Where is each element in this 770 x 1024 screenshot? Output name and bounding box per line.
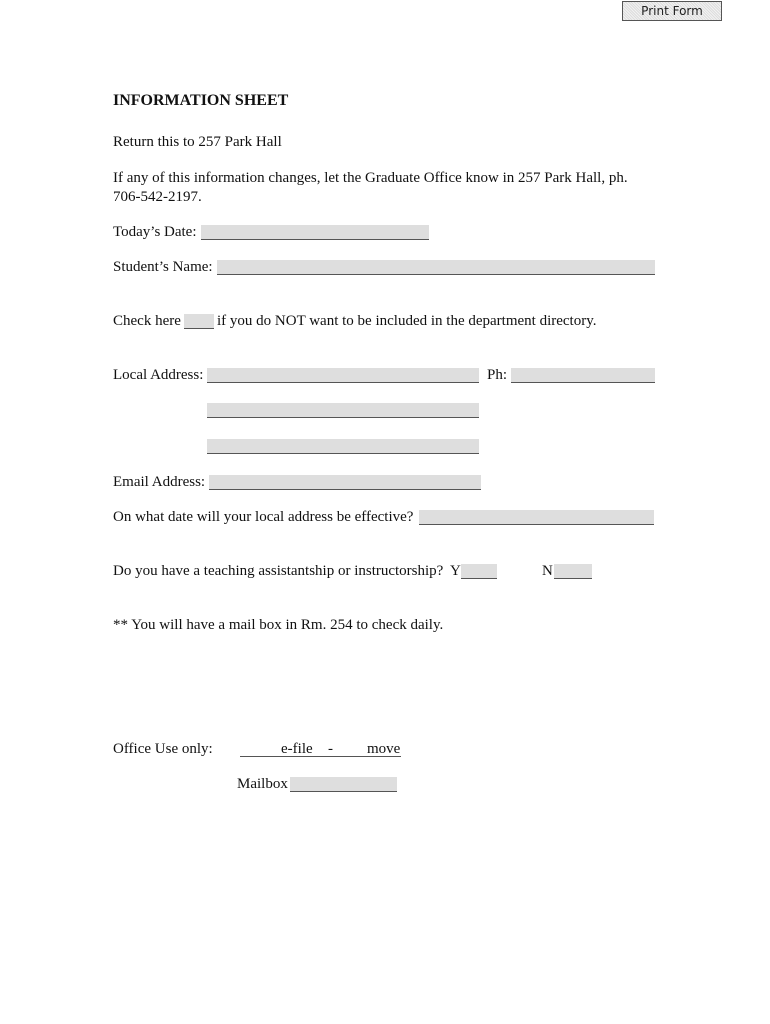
changes-instructions-line2: 706-542-2197. <box>113 189 202 205</box>
local-address-line3-field[interactable] <box>207 439 479 454</box>
phone-label: Ph: <box>487 367 508 383</box>
teaching-yes-label: Y <box>450 563 461 579</box>
page-title: INFORMATION SHEET <box>113 92 289 109</box>
student-name-label: Student’s Name: <box>113 259 213 275</box>
local-address-line2-field[interactable] <box>207 403 479 418</box>
email-field[interactable] <box>209 475 481 490</box>
todays-date-field[interactable] <box>201 225 429 240</box>
check-here-label: Check here <box>113 313 181 329</box>
effective-date-field[interactable] <box>419 510 654 525</box>
teaching-question: Do you have a teaching assistantship or instructorship? <box>113 563 444 579</box>
office-use-efile: e-file <box>281 741 313 757</box>
phone-field[interactable] <box>511 368 655 383</box>
effective-date-label: On what date will your local address be effective? <box>113 509 414 525</box>
mailbox-label: Mailbox <box>237 776 288 792</box>
local-address-label: Local Address: <box>113 367 204 383</box>
email-label: Email Address: <box>113 474 206 490</box>
changes-instructions-line1: If any of this information changes, let the Graduate Office know in 257 Park Hall, ph. <box>113 170 628 186</box>
mailbox-note: ** You will have a mail box in Rm. 254 to check daily. <box>113 617 444 633</box>
office-use-dash: - <box>328 741 333 757</box>
office-use-move: move <box>367 741 401 757</box>
office-use-label: Office Use only: <box>113 741 213 757</box>
mailbox-field[interactable] <box>290 777 397 792</box>
print-form-button[interactable]: Print Form <box>622 1 722 21</box>
directory-optout-field[interactable] <box>184 314 214 329</box>
teaching-no-label: N <box>542 563 553 579</box>
teaching-no-field[interactable] <box>554 564 592 579</box>
directory-optout-text: if you do NOT want to be included in the department directory. <box>217 313 597 329</box>
todays-date-label: Today’s Date: <box>113 224 197 240</box>
local-address-line1-field[interactable] <box>207 368 479 383</box>
student-name-field[interactable] <box>217 260 655 275</box>
teaching-yes-field[interactable] <box>461 564 497 579</box>
return-instructions: Return this to 257 Park Hall <box>113 134 282 150</box>
